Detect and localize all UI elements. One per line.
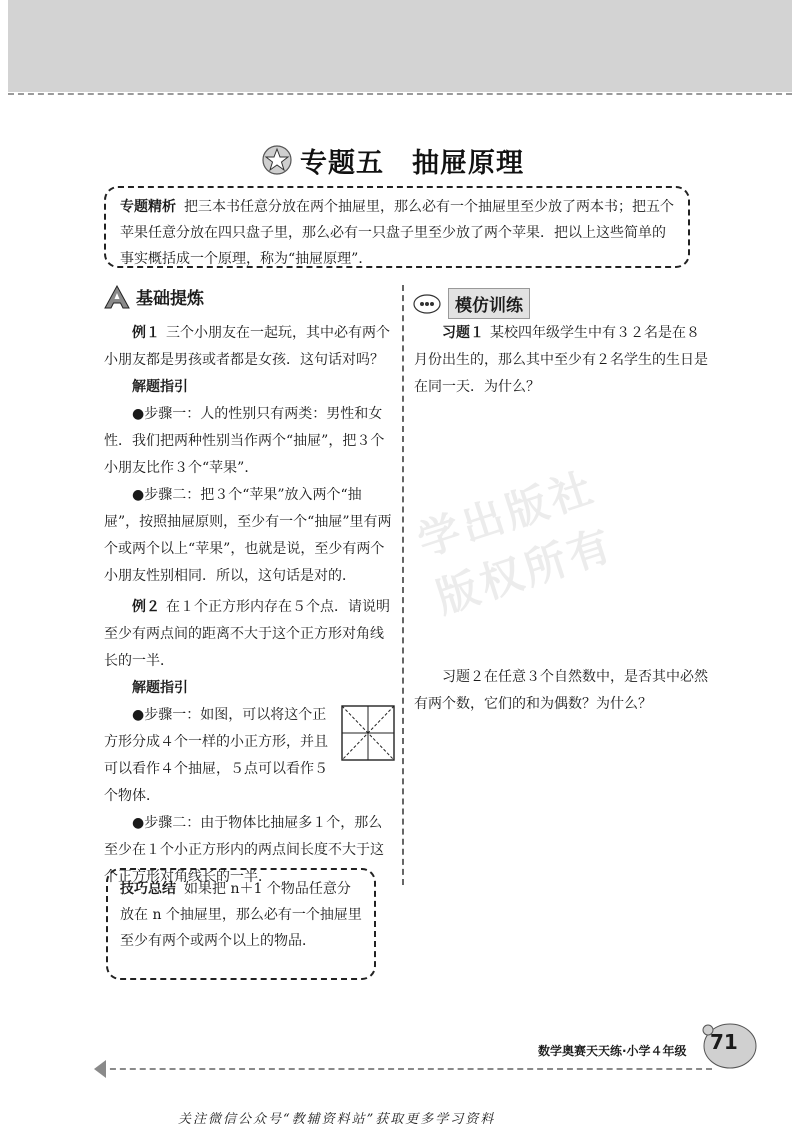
header-divider — [8, 93, 792, 95]
example1-step2: ●步骤二：把３个“苹果”放入两个“抽屉”，按照抽屉原则，至少有一个“抽屉”里有两个或两个以上“苹果”，也就是说，至少有两个小朋友性别相同．所以，这句话是对的． — [104, 487, 392, 584]
letter-a-icon — [104, 285, 130, 309]
exercise2-label: 习题２ — [442, 669, 484, 685]
example2-step2: ●步骤二：由于物体比抽屉多１个，那么至少在１个小正方形内的两点间长度不大于这个正方形对角线长的一半． — [104, 815, 384, 885]
watermark: 学出版社 版权所有 — [411, 448, 646, 623]
exercise2-block — [414, 664, 712, 718]
left-column — [104, 320, 396, 891]
example1-text: 三个小朋友在一起玩，其中必有两个小朋友都是男孩或者都是女孩．这句话对吗？ — [104, 325, 390, 368]
title-text: 专题五 抽屉原理 — [300, 147, 524, 179]
example2 — [104, 594, 396, 675]
example1-guide-heading: 解题指引 — [132, 379, 188, 395]
header-band — [8, 0, 792, 92]
example2-step1: ●步骤一：如图，可以将这个正方形分成４个一样的小正方形，并且可以看作４个抽屉，５点可以看作５个物体． — [104, 707, 328, 804]
exercise1-text: 某校四年级学生中有３２名是在８月份出生的，那么其中至少有２名学生的生日是在同一天．为什么？ — [414, 325, 708, 395]
square-diagram — [340, 704, 396, 762]
intro-label: 专题精析 — [120, 199, 176, 215]
exercise2-text: 在任意３个自然数中，是否其中必然有两个数，它们的和为偶数？为什么？ — [414, 669, 708, 712]
example2-step1-wrap — [104, 702, 396, 810]
column-divider — [402, 285, 404, 885]
example2-guide-heading: 解题指引 — [132, 680, 188, 696]
basic-section-title: 基础提炼 — [136, 289, 204, 309]
basic-section-heading — [104, 284, 204, 309]
chapter-title — [262, 140, 524, 180]
right-column — [414, 320, 712, 401]
tip-summary-box — [106, 868, 376, 980]
example2-text: 在１个正方形内存在５个点．请说明至少有两点间的距离不大于这个正方形对角线长的一半． — [104, 599, 390, 669]
exercise2 — [414, 664, 712, 718]
topic-analysis-box — [104, 186, 690, 268]
book-title: 数学奥赛天天练·小学４年级 — [538, 1044, 687, 1058]
exercise1 — [414, 320, 712, 401]
page-number: 71 — [710, 1030, 738, 1054]
star-icon — [262, 145, 292, 175]
tip-label: 技巧总结 — [120, 881, 176, 897]
practice-section-title: 模仿训练 — [448, 288, 530, 319]
practice-badge-icon — [412, 293, 442, 315]
footer-divider — [100, 1068, 712, 1070]
exercise1-label: 习题１ — [442, 325, 484, 341]
tip-text: 如果把 n＋1 个物品任意分放在 n 个抽屉里，那么必有一个抽屉里至少有两个或两个以上的物品． — [120, 881, 362, 949]
practice-section-heading — [412, 288, 530, 319]
example1 — [104, 320, 396, 374]
example2-label: 例２ — [132, 599, 160, 615]
intro-text: 把三本书任意分放在两个抽屉里，那么必有一个抽屉里至少放了两本书；把五个苹果任意分放在四只盘子里，那么必有一只盘子里至少放了两个苹果．把以上这些简单的事实概括成一个原理，称为“抽屉原理”． — [120, 199, 674, 267]
example1-label: 例１ — [132, 325, 160, 341]
bottom-note: 关注微信公众号“教辅资料站”获取更多学习资料 — [178, 1112, 496, 1127]
example1-step1: ●步骤一：人的性别只有两类：男性和女性．我们把两种性别当作两个“抽屉”，把３个小朋友比作３个“苹果”． — [104, 406, 385, 476]
